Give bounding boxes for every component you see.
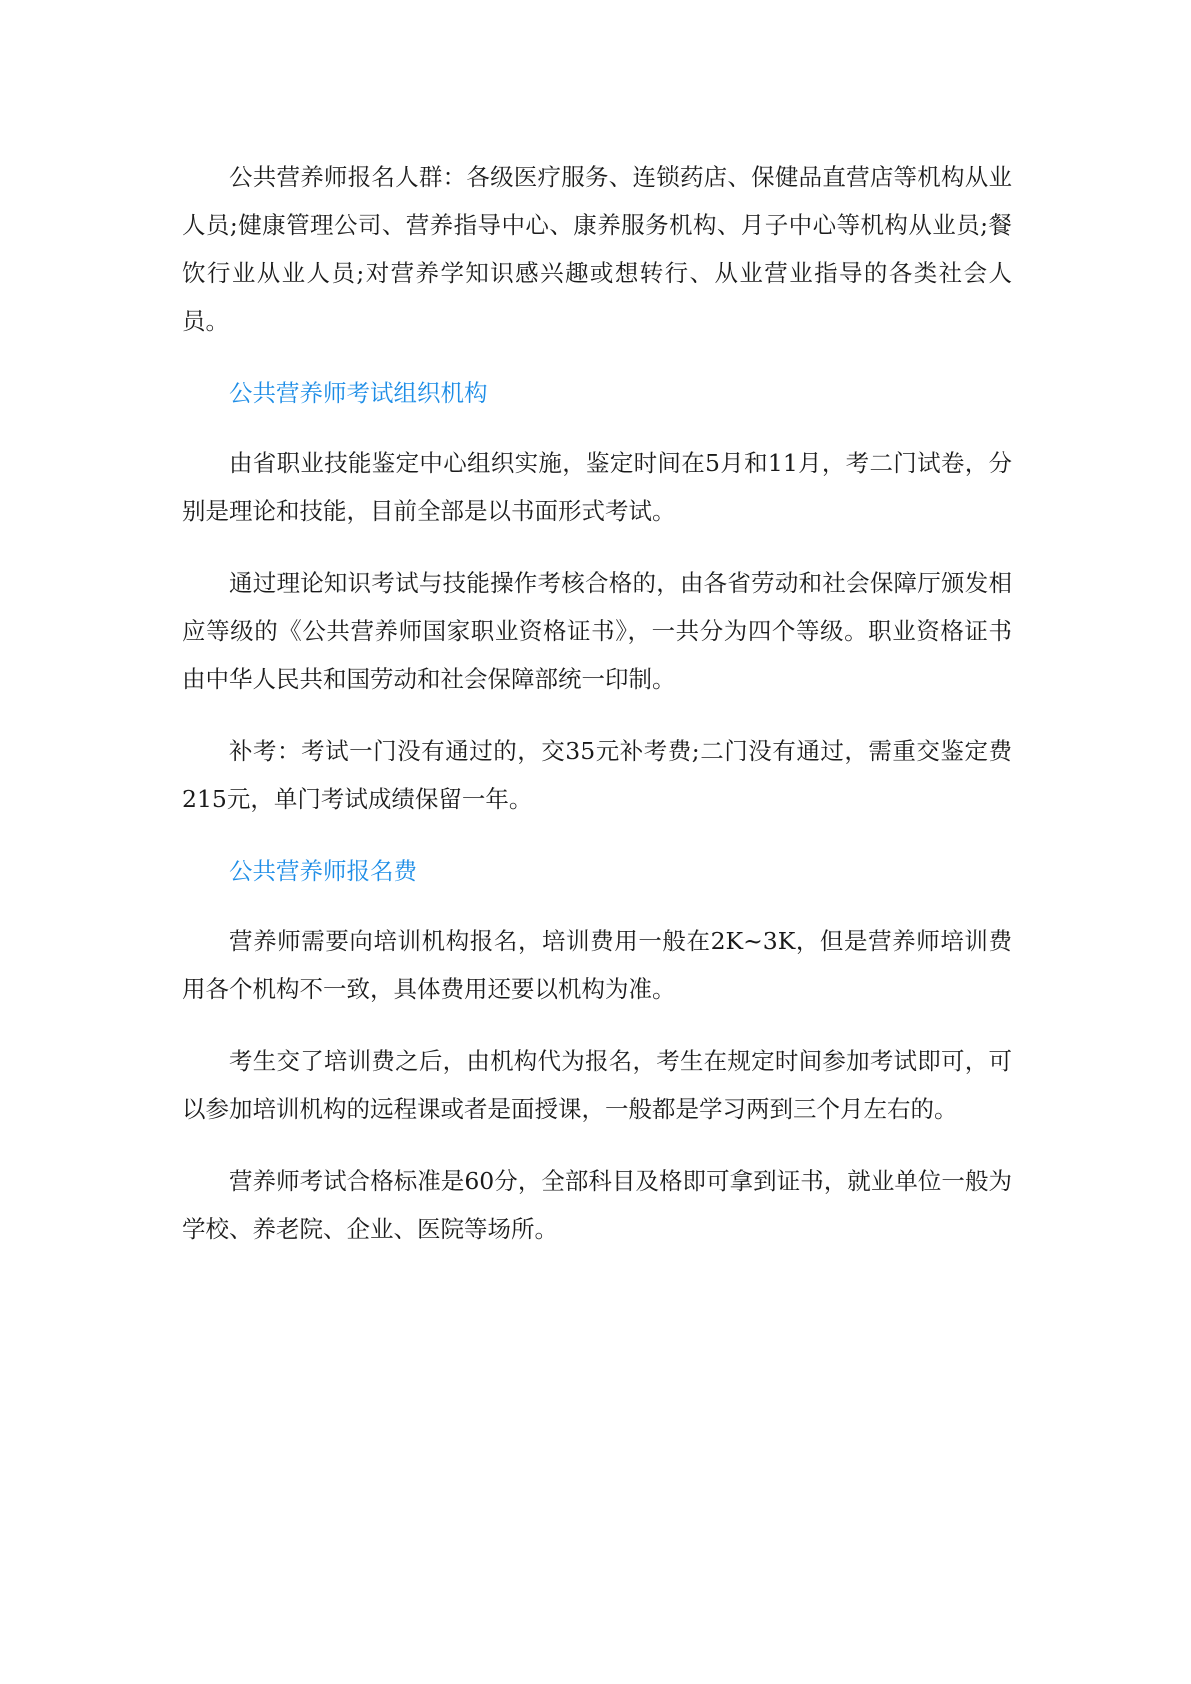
paragraph-exam-schedule: 由省职业技能鉴定中心组织实施，鉴定时间在5月和11月，考二门试卷，分别是理论和技能，目前全部是以书面形式考试。 <box>182 449 1012 525</box>
paragraph-certificate: 通过理论知识考试与技能操作考核合格的，由各省劳动和社会保障厅颁发相应等级的《公共营养师国家职业资格证书》，一共分为四个等级。职业资格证书由中华人民共和国劳动和社会保障部统一印制。 <box>182 569 1012 693</box>
paragraph-passing-standard: 营养师考试合格标准是60分，全部科目及格即可拿到证书，就业单位一般为学校、养老院、企业、医院等场所。 <box>182 1167 1012 1243</box>
paragraph-registration-groups: 公共营养师报名人群：各级医疗服务、连锁药店、保健品直营店等机构从业人员;健康管理公司、营养指导中心、康养服务机构、月子中心等机构从业员;餐饮行业从业人员;对营养学知识感兴趣或想转行、从业营业指导的各类社会人员。 <box>182 163 1012 335</box>
paragraph-training-fee: 营养师需要向培训机构报名，培训费用一般在2K~3K，但是营养师培训费用各个机构不一致，具体费用还要以机构为准。 <box>182 927 1012 1003</box>
heading-exam-organization: 公共营养师考试组织机构 <box>229 379 488 407</box>
paragraph-makeup-exam: 补考：考试一门没有通过的，交35元补考费;二门没有通过，需重交鉴定费215元，单门考试成绩保留一年。 <box>182 737 1012 813</box>
paragraph-registration-process: 考生交了培训费之后，由机构代为报名，考生在规定时间参加考试即可，可以参加培训机构的远程课或者是面授课，一般都是学习两到三个月左右的。 <box>182 1047 1012 1123</box>
document-body <box>182 153 1012 1277</box>
heading-registration-fee: 公共营养师报名费 <box>229 857 417 885</box>
